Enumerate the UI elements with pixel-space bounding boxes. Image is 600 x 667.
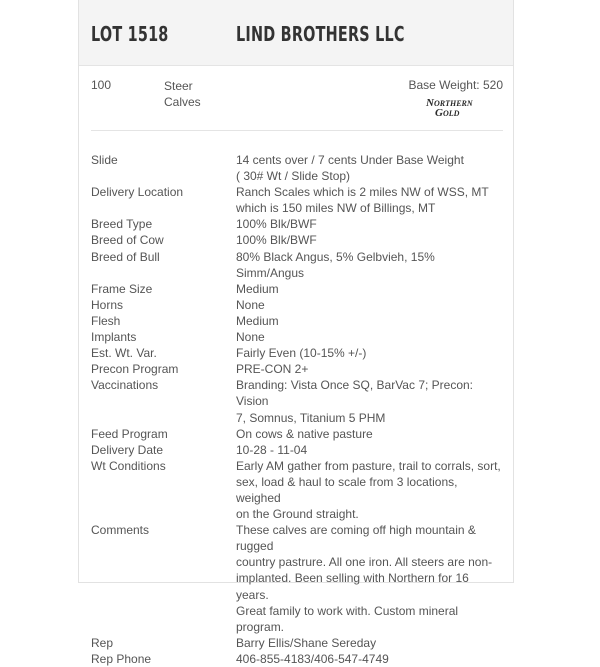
- detail-value-line: These calves are coming off high mountain & rugged: [236, 523, 476, 554]
- detail-value-line: PRE-CON 2+: [236, 362, 309, 377]
- detail-label: Slide: [91, 153, 118, 167]
- detail-value-line: 80% Black Angus, 5% Gelbvieh, 15% Simm/Angus: [236, 249, 435, 280]
- lot-details: [91, 152, 503, 667]
- cattle-kind-line2: Calves: [164, 95, 201, 109]
- detail-row: [91, 345, 503, 361]
- detail-value: [236, 635, 503, 651]
- detail-label: Vaccinations: [91, 378, 159, 393]
- detail-value: [236, 345, 503, 361]
- detail-value: [236, 361, 503, 377]
- detail-row: [91, 522, 503, 635]
- detail-value: [236, 426, 503, 442]
- detail-value-line: on the Ground straight.: [236, 507, 359, 522]
- detail-label: Breed of Bull: [91, 249, 160, 264]
- detail-value: [236, 232, 503, 248]
- head-count: 100: [91, 78, 112, 92]
- detail-value: [236, 522, 503, 635]
- svg-text:OLD: OLD: [443, 109, 460, 118]
- detail-value: [236, 281, 503, 297]
- detail-row: [91, 152, 503, 184]
- detail-row: [91, 361, 503, 377]
- detail-row: [91, 635, 503, 651]
- detail-row: [91, 442, 503, 458]
- detail-value-line: None: [236, 330, 265, 345]
- detail-row: [91, 329, 503, 345]
- detail-value-line: sex, load & haul to scale from 3 locations, weighed: [236, 474, 458, 505]
- lot-card: [78, 0, 514, 666]
- detail-label: Precon Program: [91, 362, 179, 377]
- detail-row: [91, 281, 503, 297]
- detail-value-line: None: [236, 297, 265, 312]
- detail-value-line: 14 cents over / 7 cents Under Base Weight: [236, 153, 464, 167]
- detail-row: [91, 216, 503, 232]
- detail-value-line: 7, Somnus, Titanium 5 PHM: [236, 410, 386, 425]
- detail-value: [236, 442, 503, 458]
- detail-label: Horns: [91, 297, 124, 312]
- detail-value-line: 100% Blk/BWF: [236, 233, 317, 248]
- detail-row: [91, 426, 503, 442]
- detail-label: Flesh: [91, 313, 121, 328]
- cattle-kind-line1: Steer: [164, 79, 193, 93]
- detail-row: [91, 297, 503, 313]
- detail-value-line: Medium: [236, 313, 279, 328]
- detail-label: Delivery Location: [91, 185, 184, 200]
- svg-text:G: G: [435, 107, 443, 118]
- detail-row: [91, 232, 503, 248]
- base-weight: Base Weight: 520: [408, 78, 503, 92]
- detail-label: Implants: [91, 330, 137, 345]
- detail-label: Breed Type: [91, 217, 153, 232]
- detail-value-line: ( 30# Wt / Slide Stop): [236, 169, 351, 184]
- detail-label: Breed of Cow: [91, 233, 164, 248]
- detail-row: [91, 377, 503, 425]
- detail-label: Delivery Date: [91, 442, 164, 457]
- section-divider: [91, 130, 503, 131]
- detail-value-line: Great family to work with. Custom mineral program.: [236, 603, 459, 634]
- northern-gold-logo: [425, 96, 485, 118]
- detail-value-line: Medium: [236, 281, 279, 296]
- detail-label: Frame Size: [91, 281, 153, 296]
- lot-header: [79, 0, 513, 66]
- detail-value-line: Ranch Scales which is 2 miles NW of WSS, MT: [236, 185, 489, 200]
- detail-label: Wt Conditions: [91, 458, 166, 473]
- detail-value: [236, 216, 503, 232]
- detail-row: [91, 651, 503, 667]
- detail-value-line: Fairly Even (10-15% +/-): [236, 346, 367, 361]
- detail-value-line: which is 150 miles NW of Billings, MT: [236, 201, 436, 216]
- detail-value: [236, 377, 503, 425]
- detail-value: [236, 184, 503, 216]
- cattle-kind: [164, 78, 224, 110]
- detail-value: [236, 651, 503, 667]
- detail-value-line: 10-28 - 11-04: [236, 442, 308, 457]
- detail-label: Feed Program: [91, 426, 168, 441]
- detail-row: [91, 249, 503, 281]
- detail-value: [236, 249, 503, 281]
- detail-label: Comments: [91, 523, 150, 538]
- detail-value-line: Barry Ellis/Shane Sereday: [236, 635, 377, 650]
- svg-text:ORTHERN: ORTHERN: [434, 99, 473, 108]
- detail-label: Rep: [91, 635, 114, 650]
- seller-name: LIND BROTHERS LLC: [236, 22, 405, 46]
- detail-value: [236, 152, 503, 184]
- detail-value: [236, 458, 503, 522]
- detail-value-line: 406-855-4183/406-547-4749: [236, 651, 389, 666]
- detail-value-line: implanted. Been selling with Northern for 16 years.: [236, 571, 469, 602]
- detail-value-line: Branding: Vista Once SQ, BarVac 7; Precon: Vision: [236, 378, 474, 409]
- detail-value: [236, 313, 503, 329]
- detail-row: [91, 458, 503, 522]
- detail-row: [91, 313, 503, 329]
- detail-row: [91, 184, 503, 216]
- lot-number: LOT 1518: [91, 22, 169, 46]
- detail-value: [236, 329, 503, 345]
- detail-label: Est. Wt. Var.: [91, 346, 157, 361]
- detail-value: [236, 297, 503, 313]
- detail-value-line: Early AM gather from pasture, trail to corrals, sort,: [236, 458, 501, 473]
- svg-text:N: N: [426, 97, 434, 109]
- detail-value-line: 100% Blk/BWF: [236, 217, 317, 232]
- detail-label: Rep Phone: [91, 651, 152, 666]
- detail-value-line: country pastrure. All one iron. All steers are non-: [236, 555, 493, 570]
- detail-value-line: On cows & native pasture: [236, 426, 373, 441]
